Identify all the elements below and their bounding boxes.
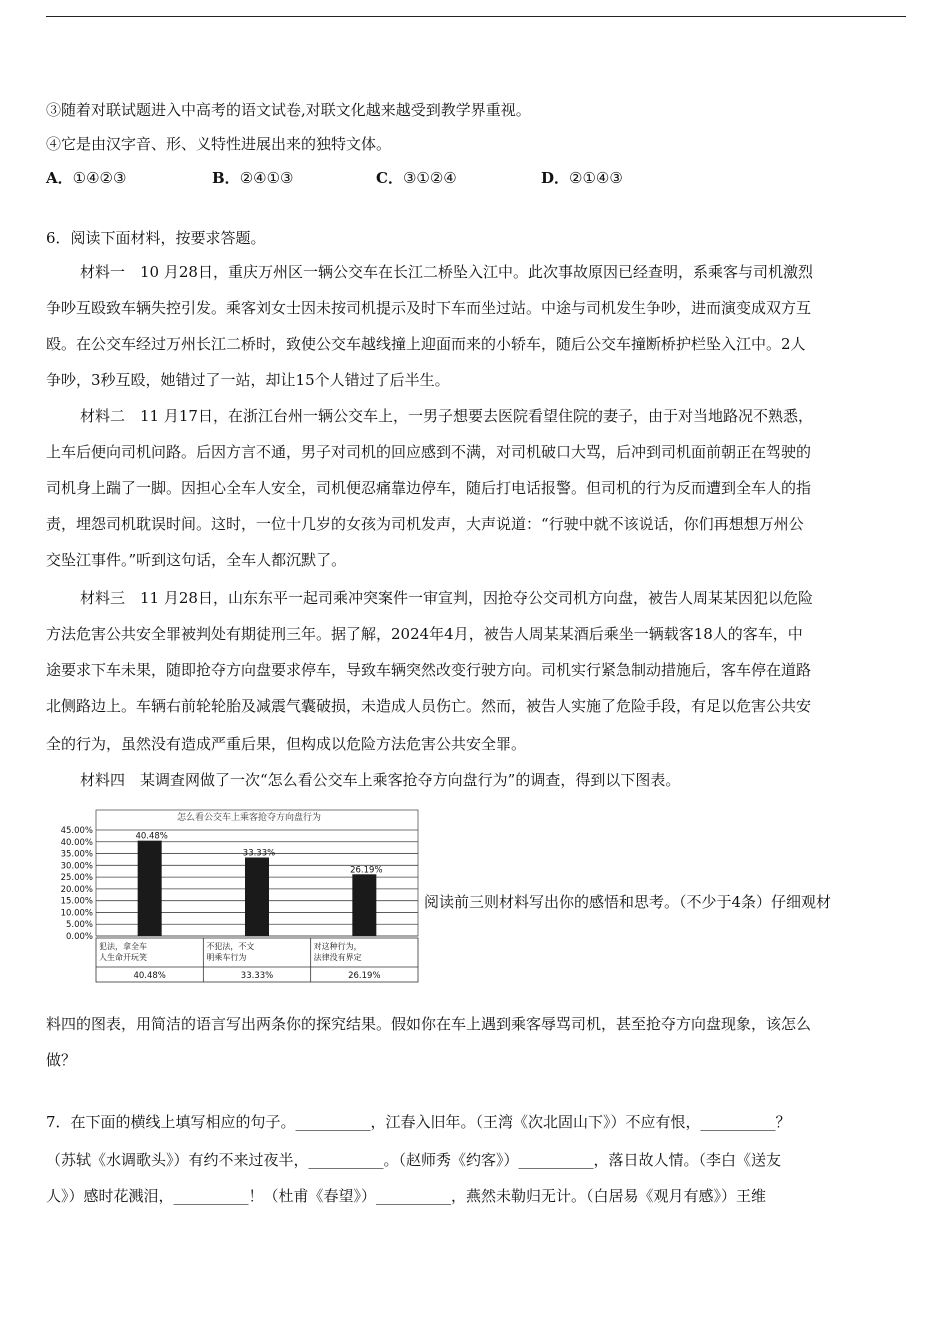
option-a-value: ①④②③ (72, 169, 127, 187)
table-category-label: 法律没有界定 (313, 953, 362, 962)
table-value-label: 40.48% (133, 971, 166, 981)
q6-prompt-line: 料四的图表，用简洁的语言写出两条你的探究结果。假如你在车上遇到乘客辱骂司机，甚至抢夺方向盘现象，该怎么 (46, 1015, 812, 1033)
survey-bar-chart (56, 806, 422, 984)
option-a[interactable] (46, 168, 126, 188)
material-1-line: 争吵互殴致车辆失控引发。乘客刘女士因未按司机提示及时下车而坐过站。中途与司机发生争吵，进而演变成双方互 (46, 299, 812, 317)
material-2-line: 司机身上踹了一脚。因担心全车人安全，司机便忍痛靠边停车，随后打电话报警。但司机的行为反而遭到全车人的指 (46, 479, 812, 497)
bar-value-label: 26.19% (350, 865, 383, 876)
q6-title: 6．阅读下面材料，按要求答题。 (46, 229, 266, 247)
q7-line: （苏轼《水调歌头》）有约不来过夜半，__________。（赵师秀《约客》）__________，落日故人情。（李白《送友 (46, 1151, 782, 1169)
material-3-line: 北侧路边上。车辆右前轮轮胎及减震气囊破损，未造成人员伤亡。然而，被告人实施了危险手段，有足以危害公共安 (46, 697, 812, 715)
bar (352, 874, 376, 936)
material-1-line: 争吵，3秒互殴，她错过了一站，却让15个人错过了后半生。 (46, 371, 450, 389)
material-2-line: 责，埋怨司机耽误时间。这时，一位十几岁的女孩为司机发声，大声说道：“行驶中就不该说话，你们再想想万州公 (46, 515, 804, 533)
option-c-label: C． (376, 169, 403, 187)
bar-value-label: 40.48% (135, 831, 168, 842)
y-tick-label: 0.00% (65, 932, 93, 942)
y-tick-label: 45.00% (60, 826, 93, 836)
table-value-label: 26.19% (348, 971, 381, 981)
chart-svg (56, 806, 422, 984)
chart-title: 怎么看公交车上乘客抢夺方向盘行为 (176, 813, 322, 823)
table-category-label: 明乘车行为 (206, 953, 247, 962)
y-tick-label: 40.00% (60, 837, 93, 848)
bar (245, 857, 269, 936)
material-2-line: 上车后便向司机问路。后因方言不通，男子对司机的回应感到不满，对司机破口大骂，后冲到司机面前朝正在驾驶的 (46, 443, 812, 461)
material-4-line: 材料四 某调查网做了一次“怎么看公交车上乘客抢夺方向盘行为”的调查，得到以下图表。 (80, 771, 681, 789)
table-category-label: 犯法，拿全车 (99, 942, 147, 951)
bar-value-label: 33.33% (242, 848, 276, 859)
y-tick-label: 15.00% (60, 896, 93, 907)
material-1-line: 殴。在公交车经过万州长江二桥时，致使公交车越线撞上迎面而来的小轿车，随后公交车撞断桥护栏坠入江中。2人 (46, 335, 806, 353)
q5-item-4: ④它是由汉字音、形、义特性进展出来的独特文体。 (46, 135, 392, 153)
option-c[interactable] (376, 168, 457, 188)
option-d-label: D． (541, 169, 570, 187)
y-tick-label: 10.00% (60, 908, 93, 919)
y-tick-label: 5.00% (65, 920, 93, 931)
table-category-label: 对这种行为， (313, 942, 362, 951)
y-tick-label: 35.00% (60, 849, 93, 860)
q7-line: 人》）感时花溅泪，__________！（杜甫《春望》）__________，燕然未勒归无计。（白居易《观月有感》）王维 (46, 1187, 767, 1205)
q5-item-3: ③随着对联试题进入中高考的语文试卷,对联文化越来越受到教学界重视。 (46, 101, 531, 119)
material-1-line: 材料一 10 月28日，重庆万州区一辆公交车在长江二桥坠入江中。此次事故原因已经查明，系乘客与司机激烈 (80, 263, 813, 281)
table-category-label: 人生命开玩笑 (99, 953, 147, 962)
material-3-line: 全的行为，虽然没有造成严重后果，但构成以危险方法危害公共安全罪。 (46, 735, 527, 753)
table-category-label: 不犯法，不文 (206, 942, 255, 951)
q6-prompt-line: 阅读前三则材料写出你的感悟和思考。（不少于4条）仔细观材 (424, 893, 832, 911)
table-value-label: 33.33% (240, 971, 274, 981)
option-b-value: ②④①③ (239, 169, 294, 187)
option-d-value: ②①④③ (569, 169, 623, 187)
y-tick-label: 25.00% (60, 873, 93, 884)
option-a-label: A． (46, 169, 73, 187)
option-b[interactable] (212, 168, 293, 188)
y-tick-label: 30.00% (60, 861, 93, 872)
material-2-line: 交坠江事件。”听到这句话，全车人都沉默了。 (46, 551, 347, 569)
material-3-line: 材料三 11 月28日，山东东平一起司乘冲突案件一审宣判，因抢夺公交司机方向盘，被告人周某某因犯以危险 (80, 589, 813, 607)
q6-prompt-line: 做？ (46, 1051, 77, 1069)
bar (138, 841, 162, 936)
q7-line: 7．在下面的横线上填写相应的句子。__________，江春入旧年。（王湾《次北固山下》）不应有恨，__________？ (46, 1113, 791, 1131)
material-3-line: 途要求下车未果，随即抢夺方向盘要求停车，导致车辆突然改变行驶方向。司机实行紧急制动措施后，客车停在道路 (46, 661, 812, 679)
option-d[interactable] (541, 168, 623, 188)
option-c-value: ③①②④ (402, 169, 457, 187)
y-tick-label: 20.00% (60, 884, 93, 895)
header-rule (46, 16, 906, 17)
option-b-label: B． (212, 169, 240, 187)
material-3-line: 方法危害公共安全罪被判处有期徒刑三年。据了解，2024年4月，被告人周某某酒后乘坐一辆载客18人的客车，中 (46, 625, 803, 643)
material-2-line: 材料二 11 月17日，在浙江台州一辆公交车上，一男子想要去医院看望住院的妻子，由于对当地路况不熟悉， (80, 407, 813, 425)
